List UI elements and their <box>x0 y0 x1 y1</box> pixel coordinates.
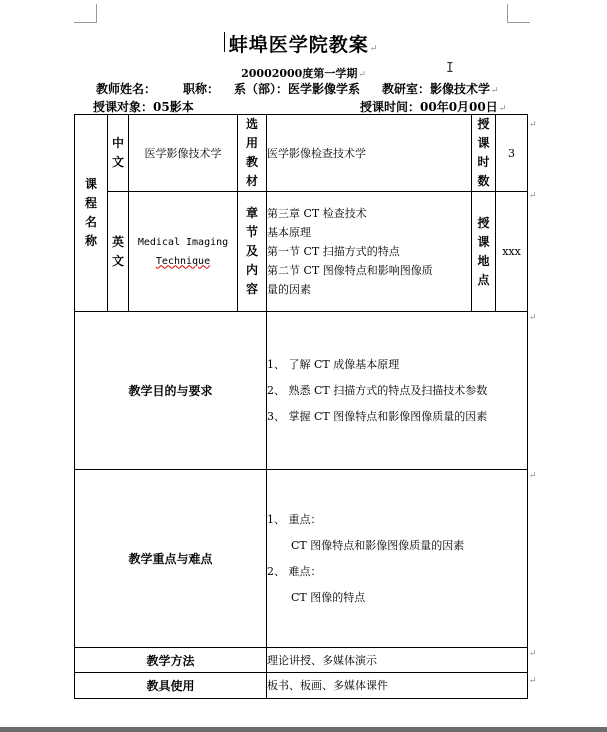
lesson-plan-table <box>74 114 528 699</box>
english-name-line1: Medical Imaging <box>137 236 229 248</box>
english-label-cell: 英文 <box>108 192 129 312</box>
ibeam-cursor-icon: I <box>446 61 454 76</box>
text-caret <box>224 32 225 52</box>
chapter-label-cell: 章节及内容 <box>238 192 267 312</box>
teacher-name-label: 教师姓名： <box>96 82 157 96</box>
audience-field: 授课对象：05影本 <box>93 100 194 114</box>
textbook-label-cell: 选用教材 <box>238 115 267 192</box>
chinese-label-cell: 中文 <box>108 115 129 192</box>
key-point-text: CT 图像特点和影像图像质量的因素 <box>291 538 465 552</box>
keys-label: 教学重点与难点 <box>75 470 267 648</box>
goal-item: 2、 熟悉 CT 扫描方式的特点及扫描技术参数 <box>267 383 488 397</box>
tools-label: 教具使用 <box>75 673 267 699</box>
table-row <box>75 470 528 648</box>
tools-value: 板书、板画、多媒体课件 <box>267 673 528 699</box>
english-course-name <box>129 192 238 312</box>
method-label: 教学方法 <box>75 648 267 673</box>
english-name-line2: Technique <box>155 255 211 267</box>
place-label-cell: 授课地点 <box>472 192 496 312</box>
table-row <box>75 648 528 673</box>
key-point-head: 1、 重点： <box>267 512 322 526</box>
chapter-content <box>267 192 472 312</box>
textbook-value: 医学影像检查技术学 <box>267 115 472 192</box>
department-field: 系（部）：医学影像学系 <box>234 82 361 96</box>
method-value: 理论讲授、多媒体演示 <box>267 648 528 673</box>
table-row <box>75 192 528 312</box>
row-end-mark: ↵ <box>529 471 537 481</box>
page-corner-top-right <box>507 4 530 23</box>
office-field: 教研室：影像技术学↵ <box>382 82 499 96</box>
keys-content <box>267 470 528 648</box>
chapter-line: 基本原理 <box>267 226 311 239</box>
chapter-line: 第三章 CT 检查技术 <box>267 207 367 220</box>
chinese-course-name: 医学影像技术学 <box>129 115 238 192</box>
hours-label-cell: 授课时数 <box>472 115 496 192</box>
chapter-line: 量的因素 <box>267 283 311 296</box>
table-row <box>75 312 528 470</box>
table-row <box>75 115 528 192</box>
row-end-mark: ↵ <box>529 120 537 130</box>
goal-item: 3、 掌握 CT 图像特点和影像图像质量的因素 <box>267 409 488 423</box>
goal-item: 1、 了解 CT 成像基本原理 <box>267 357 400 371</box>
table-row <box>75 673 528 699</box>
place-value: xxx <box>496 192 528 312</box>
position-label: 职称： <box>183 82 220 96</box>
term-line: 20002000度第一学期↵ <box>241 67 366 80</box>
time-field: 授课时间：00年0月00日↵ <box>360 100 507 114</box>
chapter-line: 第一节 CT 扫描方式的特点 <box>267 245 400 258</box>
page-corner-top-left <box>74 4 97 23</box>
difficulty-head: 2、 难点： <box>267 564 322 578</box>
row-end-mark: ↵ <box>529 649 537 659</box>
document-title: 蚌埠医学院教案↵ <box>228 34 379 56</box>
goals-label: 教学目的与要求 <box>75 312 267 470</box>
goals-content <box>267 312 528 470</box>
window-bottom-bar <box>0 727 607 732</box>
row-end-mark: ↵ <box>529 676 537 686</box>
hours-value: 3 <box>496 115 528 192</box>
course-name-label-cell: 课程名称 <box>75 115 108 312</box>
chapter-line: 第二节 CT 图像特点和影响图像质 <box>267 264 433 277</box>
row-end-mark: ↵ <box>529 191 537 201</box>
row-end-mark: ↵ <box>529 313 537 323</box>
difficulty-text: CT 图像的特点 <box>291 590 366 604</box>
